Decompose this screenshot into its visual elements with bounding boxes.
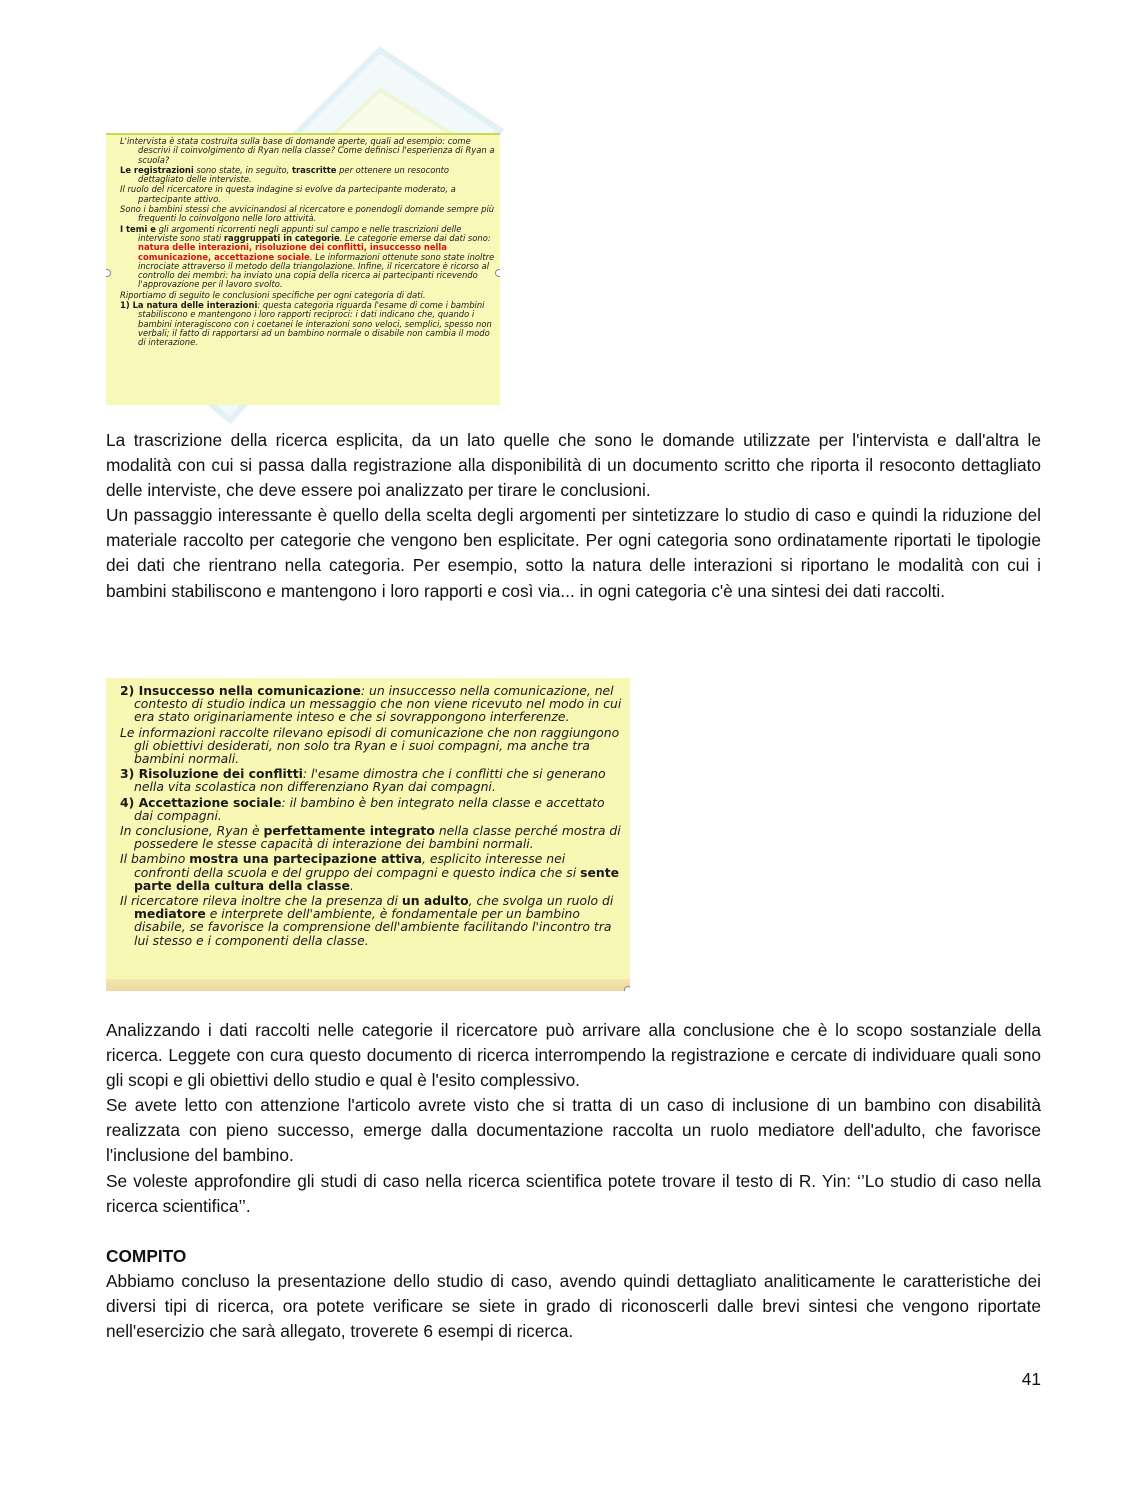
slide-text-run: Il bambino <box>120 851 190 867</box>
slide-text-run: un adulto <box>401 893 469 909</box>
slide-text-run: : un insuccesso nella comunicazione, nel contesto di studio indica un messaggio che non viene ricevuto nel modo in cui era stato originariamente inteso e che si sovrappongono interferenze. <box>134 683 622 725</box>
paragraph: La trascrizione della ricerca esplicita, da un lato quelle che sono le domande utilizzate per l'intervista e dall'altra le modalità con cui si passa dalla registrazione alla disponibilità di un documento scritto che riporta il resoconto dettagliato delle interviste, che deve essere poi analizzato per tirare le conclusioni. <box>106 430 1041 501</box>
slide-paragraph <box>116 301 496 347</box>
slide-text-run: natura delle interazioni, risoluzione dei conflitti, insuccesso nella comunicazione, accettazione sociale <box>138 242 447 262</box>
slide-text-run: trascritte <box>292 164 337 175</box>
body-text-block-1 <box>106 428 1041 604</box>
slide-text-run: , esplicito interesse nei confronti della scuola e del gruppo dei compagni e questo indica che si <box>134 851 581 880</box>
slide-text-run: e interprete dell'ambiente, è fondamentale per un bambino disabile, se favorisce la comprensione dell'ambiente facilitando l'incontro tra lui stesso e i componenti della classe. <box>134 906 612 948</box>
slide-paragraph <box>116 767 624 793</box>
slide-text-run: mostra una partecipazione attiva <box>189 851 422 867</box>
slide-text-run: 4) Accettazione sociale <box>120 794 282 810</box>
slide-text-run: Il ricercatore rileva inoltre che la presenza di <box>120 893 402 909</box>
slide-text-run: raggruppati in categorie <box>223 232 340 243</box>
slide-text-run: sente parte della cultura della classe <box>134 864 620 893</box>
slide-text-run: : il bambino è ben integrato nella classe e accettato dai compagni. <box>134 794 605 823</box>
slide-paragraph <box>116 894 624 947</box>
slide-text-run: perfettamente integrato <box>263 823 435 839</box>
image-bottom-strip <box>106 979 630 991</box>
slide-text-run: 2) Insuccesso nella comunicazione <box>120 683 361 698</box>
body-text-block-2 <box>106 1018 1041 1344</box>
slide-text-run: : l'esame dimostra che i conflitti che si generano nella vita scolastica non differenziano Ryan dai compagni. <box>134 766 606 795</box>
slide-paragraph <box>116 185 496 204</box>
slide-text-run: Sono i bambini stessi che avvicinandosi al ricercatore e ponendogli domande sempre più frequenti lo coinvolgono nelle loro attività. <box>120 204 495 224</box>
slide-paragraph <box>116 796 624 822</box>
slide-text-run: mediatore <box>134 906 206 922</box>
spacer <box>106 1219 1041 1244</box>
slide-text-run: . Le informazioni ottenute sono state inoltre incrociate attraverso il metodo della triangolazione. Infine, il ricercatore è ricorso al controllo dei membri: ha inviato una copia della ricerca ai partecipanti ricevendo l'approvazione per il lavoro svolto. <box>138 251 495 290</box>
slide-image-results <box>106 678 630 991</box>
slide-paragraph <box>116 852 624 892</box>
slide-text-run: Il ruolo del ricercatore in questa indagine si evolve da partecipante moderato, a partecipante attivo. <box>120 184 456 204</box>
slide-text-run: L'intervista è stata costruita sulla base di domande aperte, quali ad esempio: come descrivi il coinvolgimento di Ryan nella classe? Come definisci l'esperienza di Ryan a scuola? <box>120 136 495 165</box>
image-handle[interactable] <box>624 986 630 991</box>
slide-paragraph <box>116 291 496 300</box>
slide-text-run: : questa categoria riguarda l'esame di come i bambini stabiliscono e mantengono i loro rapporti reciproci: i dati indicano che, quando i bambini interagiscono con i coetanei le interazioni sono veloci, semplici, spesso non verbali; il fatto di rapportarsi ad un bambino normale o disabile non cambia il modo di interazione. <box>138 300 492 348</box>
slide-text <box>106 135 500 348</box>
slide-text-run: 3) Risoluzione dei conflitti <box>120 766 303 782</box>
slide-text-run: 1) La natura delle interazioni <box>120 300 258 311</box>
slide-text-run: Le registrazioni <box>120 164 194 175</box>
slide-paragraph <box>116 166 496 185</box>
slide-text <box>106 678 630 947</box>
slide-text-run: per ottenere un resoconto dettagliato delle interviste. <box>138 164 450 185</box>
paragraph: Analizzando i dati raccolti nelle categorie il ricercatore può arrivare alla conclusione che è lo scopo sostanziale della ricerca. Leggete con cura questo documento di ricerca interrompendo la registrazione e cercate di individuare quali sono gli scopi e gli obiettivi dello studio e qual è l'esito complessivo. <box>106 1020 1041 1091</box>
slide-paragraph <box>116 225 496 290</box>
page-number: 41 <box>1021 1369 1041 1389</box>
slide-text-run: . <box>349 877 354 893</box>
section-heading: COMPITO <box>106 1245 187 1266</box>
paragraph: Abbiamo concluso la presentazione dello studio di caso, avendo quindi dettagliato analiticamente le caratteristiche dei diversi tipi di ricerca, ora potete verificare se siete in grado di riconoscerli dalle brevi sintesi che vengono riportate nell'esercizio che sarà allegato, troverete 6 esempi di ricerca. <box>106 1270 1041 1342</box>
slide-paragraph <box>116 205 496 224</box>
image-handle[interactable] <box>495 269 500 277</box>
slide-paragraph <box>116 726 624 766</box>
slide-paragraph <box>116 824 624 850</box>
slide-text-run: In conclusione, Ryan è <box>120 823 264 839</box>
slide-paragraph <box>116 684 624 724</box>
slide-text-run: nella classe perché mostra di possedere le stesse capacità di interazione dei bambini normali. <box>134 823 621 852</box>
paragraph: Se voleste approfondire gli studi di caso nella ricerca scientifica potete trovare il testo di R. Yin: ‘’Lo studio di caso nella ricerca scientifica’’. <box>106 1170 1041 1216</box>
slide-image-method <box>106 133 500 405</box>
slide-text-run: Le informazioni raccolte rilevano episodi di comunicazione che non raggiungono gli obiettivi desiderati, non solo tra Ryan e i suoi compagni, ma anche tra bambini normali. <box>120 724 620 767</box>
slide-text-run: Riportiamo di seguito le conclusioni specifiche per ogni categoria di dati. <box>120 289 426 300</box>
slide-text-run: gli argomenti ricorrenti negli appunti sul campo e nelle trascrizioni delle interviste sono stati <box>138 223 462 243</box>
slide-text-run: . Le categorie emerse dai dati sono: <box>339 232 491 243</box>
paragraph: Un passaggio interessante è quello della scelta degli argomenti per sintetizzare lo studio di caso e quindi la riduzione del materiale raccolto per categorie che vengono ben esplicitate. Per ogni categoria sono ordinatamente riportati le tipologie dei dati che rientrano nella categoria. Per esempio, sotto la natura delle interazioni si riportano le modalità con cui i bambini stabiliscono e mantengono i loro rapporti e così via... in ogni categoria c'è una sintesi dei dati raccolti. <box>106 505 1041 601</box>
slide-text-run: sono state, in seguito, <box>193 164 292 175</box>
paragraph: Se avete letto con attenzione l'articolo avrete visto che si tratta di un caso di inclusione di un bambino con disabilità realizzata con pieno successo, emerge dalla documentazione raccolta un ruolo mediatore dell'adulto, che favorisce l'inclusione del bambino. <box>106 1095 1041 1166</box>
slide-paragraph <box>116 137 496 165</box>
slide-text-run: I temi e <box>120 223 156 234</box>
slide-text-run: , che svolga un ruolo di <box>468 893 614 909</box>
